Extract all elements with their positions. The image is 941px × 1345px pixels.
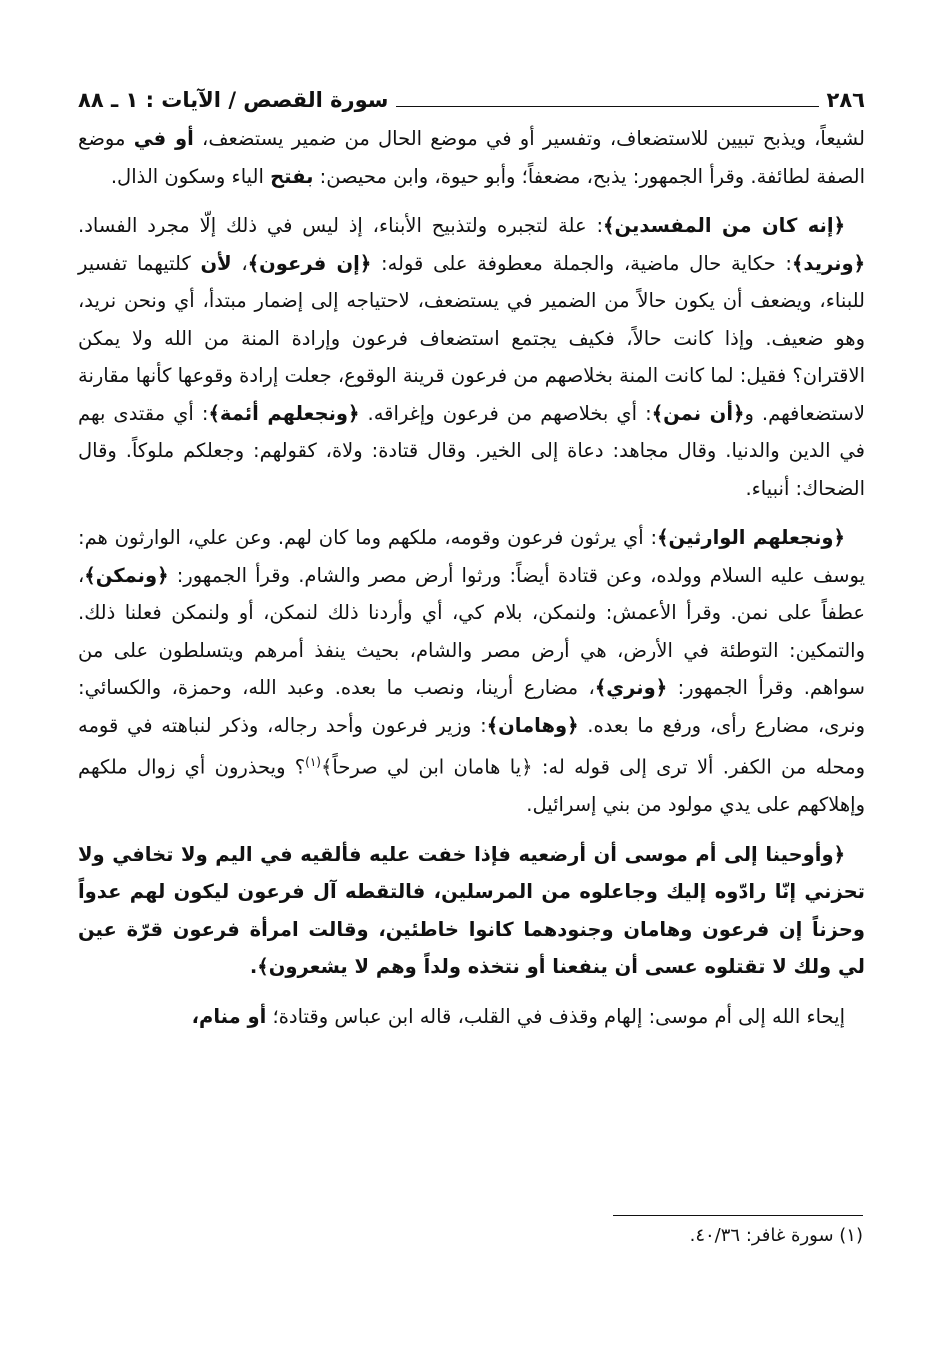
quran-term: ﴿أن نمن﴾ — [651, 401, 745, 425]
bold-run: لأن — [200, 251, 232, 275]
paragraph-2 — [78, 207, 865, 507]
paragraph-5 — [78, 998, 865, 1036]
running-header — [78, 84, 865, 114]
text-run: : وزير فرعون وأحد رجاله، وذكر لنباهته في قومه ومحله من الكفر. ألا ترى إلى قوله له: — [78, 713, 866, 779]
text-run: : أي مقتدى بهم في الدين والدنيا. وقال مجاهد: دعاة إلى الخير. وقال قتادة: ولاة، كقولهم: وجعلكم ملوكاً. وقال الضحاك: أنبياء. — [78, 401, 865, 500]
footnote: (١) سورة غافر: ٤٠/٣٦. — [689, 1225, 863, 1246]
text-run: ، عطفاً على نمن. وقرأ الأعمش: ولنمكن، بلام كي، أي وأردنا ذلك لنمكن، أو ولنمكن فعلنا ذلك. والتمكين: التوطئة في الأرض، هي أرض مصر والشام، بحيث ينفذ أمرهم ويتسلطون على من سواهم. وقرأ الجمهور: — [78, 563, 865, 699]
paragraph-1 — [78, 120, 865, 195]
quran-term: ﴿ونجعلهم أئمة﴾ — [208, 401, 360, 425]
bold-run: بفتح — [270, 164, 314, 188]
text-run: إيحاء الله إلى أم موسى: إلهام وقذف في القلب، قاله ابن عباس وقتادة؛ — [266, 1004, 845, 1028]
footnote-rule — [613, 1215, 863, 1216]
quran-term: ﴿وهامان﴾ — [486, 713, 579, 737]
text-run: : أي بخلاصهم من فرعون وإغراقه. — [359, 401, 652, 425]
quran-term: ﴿إن فرعون﴾ — [247, 251, 372, 275]
text-run: موضع الصفة لطائفة. وقرأ الجمهور: يذبح، مضعفاً؛ وأبو حيوة، وابن محيصن: — [78, 127, 865, 188]
quran-term: ﴿ونمكن﴾ — [84, 563, 169, 587]
paragraph-4-quran-verse: ﴿وأوحينا إلى أم موسى أن أرضعيه فإذا خفت عليه فألقيه في اليم ولا تخافي ولا تحزني إنّا رادّوه إليك وجاعلوه من المرسلين، فالتقطه آل فرعون ليكون لهم عدواً وحزناً إن فرعون وهامان وجنودهما كانوا خاطئين، وقالت امرأة فرعون قرّة عين لي ولك لا تقتلوه عسى أن ينفعنا أو نتخذه ولداً وهم لا يشعرون﴾. — [78, 842, 865, 978]
text-run: ، مضارع أرينا، ونصب ما بعده. وعبد الله، وحمزة، والكسائي: ونرى، مضارع رأى، ورفع ما بعده. — [78, 676, 865, 737]
bold-run: أو منام، — [191, 1004, 267, 1028]
quran-term: ﴿ونريد﴾ — [792, 251, 866, 275]
text-run: : علة لتجبره ولتذبيح الأبناء، إذ ليس في ذلك إلّا مجرد الفساد. — [78, 214, 604, 237]
quran-term: ﴿ونجعلهم الوارثين﴾ — [657, 526, 845, 549]
text-run: كلتيهما تفسير للبناء، ويضعف أن يكون حالاً من الضمير في يستضعف، لاحتياجه إلى إضمار مبتدأ، أي ونحن نريد، وهو ضعيف. وإذا كانت حالاً، فكيف يجتمع استضعاف فرعون وإرادة المنة من الله ولا يمكن الاقتران؟ فقيل: لما كانت المنة بخلاصهم من فرعون قرينة الوقوع، جعلت إرادة وقوعها كأنها مقارنة لاستضعافهم. و — [78, 251, 865, 425]
running-title: سورة القصص / الآيات : ١ ـ ٨٨ — [78, 88, 389, 112]
text-run: ، — [231, 251, 248, 275]
bold-run: أو في — [133, 127, 194, 150]
header-rule — [396, 106, 818, 107]
page-number: ٢٨٦ — [826, 88, 865, 112]
body-text — [78, 120, 865, 1035]
quran-term: ﴿ونري﴾ — [594, 676, 668, 699]
quran-quote: ﴿يا هامان ابن لي صرحاً﴾ — [320, 755, 533, 779]
text-run: لشيعاً، ويذبح تبيين للاستضعاف، وتفسير أو في موضع الحال من ضمير يستضعف، — [193, 127, 865, 150]
quran-term: ﴿إنه كان من المفسدين﴾ — [603, 214, 845, 237]
text-run: : حكاية حال ماضية، والجملة معطوفة على قوله: — [371, 251, 792, 275]
paragraph-3 — [78, 519, 865, 824]
footnote-marker: (١) — [305, 755, 321, 769]
text-run: : أي يرثون فرعون وقومه، ملكهم وما كان لهم. وعن علي، الوارثون هم: يوسف عليه السلام وولده، وعن قتادة أيضاً: ورثوا أرض مصر والشام. وقرأ الجمهور: — [78, 526, 865, 587]
page — [78, 84, 865, 1047]
text-run: ؟ ويحذرون أي زوال ملكهم وإهلاكهم على يدي مولود من بني إسرائيل. — [78, 755, 865, 816]
text-run: الياء وسكون الذال. — [110, 164, 271, 188]
